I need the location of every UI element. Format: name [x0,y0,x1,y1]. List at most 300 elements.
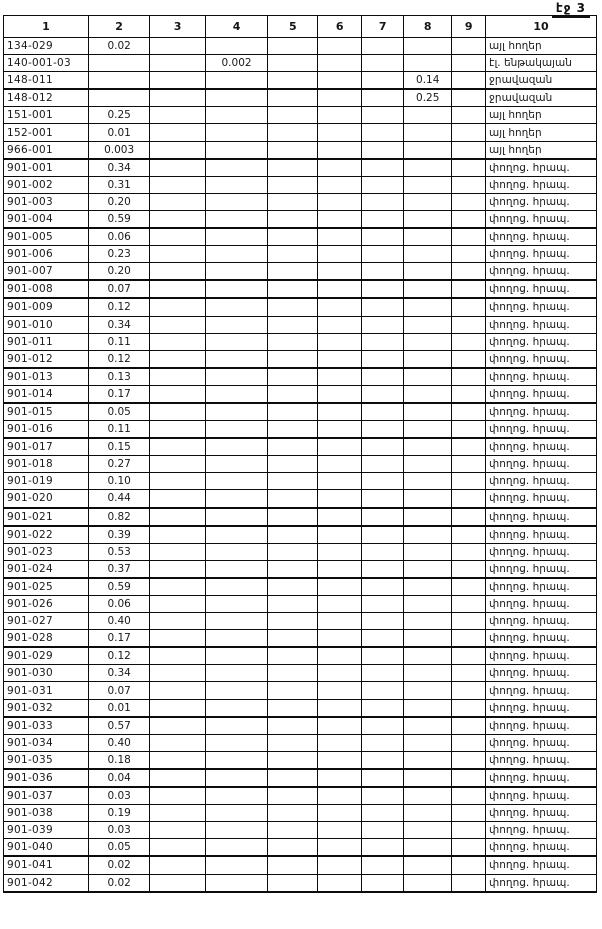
value-cell [404,734,452,751]
value-cell [150,333,205,350]
value-cell [362,176,404,193]
value-cell [205,159,268,177]
value-cell [404,874,452,892]
value-cell [452,856,486,874]
value-cell [404,508,452,526]
land-use-cell: փողոց. հրապ. [486,456,597,473]
parcel-code-cell: 901-036 [4,769,89,787]
land-use-cell: փողոց. հրապ. [486,682,597,699]
value-cell: 0.03 [88,822,150,839]
value-cell [362,124,404,141]
value-cell [362,699,404,717]
value-cell [268,385,318,403]
value-cell [362,38,404,55]
column-header-5: 5 [268,16,318,38]
value-cell [452,699,486,717]
value-cell [268,124,318,141]
land-use-cell: փողոց. հրապ. [486,490,597,508]
land-use-cell: փողոց. հրապ. [486,717,597,735]
parcel-code-cell: 901-021 [4,508,89,526]
value-cell [318,89,362,107]
value-cell [205,805,268,822]
value-cell [362,734,404,751]
value-cell [362,473,404,490]
parcel-code-cell: 901-039 [4,822,89,839]
table-row [4,438,597,456]
value-cell [362,403,404,421]
value-cell [268,228,318,246]
value-cell [362,350,404,368]
value-cell [318,822,362,839]
value-cell [362,333,404,350]
value-cell [362,316,404,333]
value-cell [452,421,486,439]
value-cell [362,560,404,578]
parcel-code-cell: 901-006 [4,246,89,263]
value-cell [318,350,362,368]
land-use-cell: փողոց. հրապ. [486,787,597,805]
value-cell [452,543,486,560]
value-cell [318,333,362,350]
parcel-code-cell: 901-008 [4,280,89,298]
parcel-code-cell: 901-017 [4,438,89,456]
value-cell [268,246,318,263]
value-cell [205,769,268,787]
land-use-cell: փողոց. հրապ. [486,543,597,560]
value-cell: 0.37 [88,560,150,578]
parcel-code-cell: 901-024 [4,560,89,578]
value-cell [150,350,205,368]
value-cell [150,717,205,735]
value-cell [318,159,362,177]
land-use-cell: փողոց. հրապ. [486,298,597,316]
table-row [4,769,597,787]
value-cell [150,124,205,141]
value-cell [404,822,452,839]
value-cell [205,107,268,124]
value-cell [452,316,486,333]
table-row [4,350,597,368]
value-cell [268,403,318,421]
table-row [4,526,597,544]
table-row [4,141,597,159]
value-cell [318,456,362,473]
value-cell [318,751,362,769]
value-cell [150,682,205,699]
parcel-code-cell: 901-009 [4,298,89,316]
value-cell [268,751,318,769]
value-cell [362,280,404,298]
table-row [4,874,597,892]
value-cell [452,456,486,473]
value-cell [205,560,268,578]
land-use-cell: փողոց. հրապ. [486,822,597,839]
table-row [4,38,597,55]
parcel-code-cell: 901-032 [4,699,89,717]
value-cell [404,560,452,578]
value-cell [362,438,404,456]
land-use-cell: փողոց. հրապ. [486,438,597,456]
value-cell [404,456,452,473]
value-cell [150,613,205,630]
value-cell [318,280,362,298]
column-header-7: 7 [362,16,404,38]
value-cell [150,210,205,228]
value-cell [452,508,486,526]
value-cell [150,438,205,456]
table-row [4,421,597,439]
value-cell [150,751,205,769]
value-cell [150,55,205,72]
parcel-code-cell: 901-007 [4,263,89,281]
value-cell [205,596,268,613]
value-cell [268,874,318,892]
table-row [4,316,597,333]
value-cell [205,508,268,526]
value-cell [452,193,486,210]
value-cell [205,682,268,699]
value-cell: 0.003 [88,141,150,159]
value-cell: 0.002 [205,55,268,72]
value-cell [318,874,362,892]
value-cell [150,699,205,717]
value-cell [88,89,150,107]
land-use-cell: փողոց. հրապ. [486,647,597,665]
value-cell [150,316,205,333]
table-row [4,682,597,699]
value-cell [205,578,268,596]
value-cell [205,630,268,648]
table-row [4,647,597,665]
parcel-code-cell: 901-001 [4,159,89,177]
value-cell [404,350,452,368]
value-cell [205,403,268,421]
value-cell [362,805,404,822]
value-cell [150,107,205,124]
land-use-cell: փողոց. հրապ. [486,560,597,578]
value-cell [404,438,452,456]
value-cell [404,665,452,682]
land-use-cell: այլ հողեր [486,141,597,159]
value-cell [452,490,486,508]
value-cell [268,438,318,456]
value-cell [404,769,452,787]
value-cell [452,751,486,769]
value-cell [268,263,318,281]
value-cell [404,526,452,544]
value-cell [318,55,362,72]
land-use-cell: փողոց. հրապ. [486,193,597,210]
value-cell [318,856,362,874]
value-cell [318,368,362,386]
value-cell [318,578,362,596]
value-cell: 0.20 [88,263,150,281]
table-row [4,717,597,735]
table-row [4,298,597,316]
table-row [4,246,597,263]
land-use-cell: փողոց. հրապ. [486,578,597,596]
value-cell [362,682,404,699]
value-cell [205,456,268,473]
value-cell [205,543,268,560]
land-use-cell: փողոց. հրապ. [486,228,597,246]
parcel-code-cell: 901-016 [4,421,89,439]
parcels-table [3,15,597,893]
table-row [4,560,597,578]
land-use-cell: փողոց. հրապ. [486,159,597,177]
parcel-code-cell: 901-002 [4,176,89,193]
value-cell [205,526,268,544]
parcel-code-cell: 148-011 [4,72,89,90]
parcel-code-cell: 901-030 [4,665,89,682]
value-cell [362,822,404,839]
land-use-cell: փողոց. հրապ. [486,769,597,787]
value-cell: 0.18 [88,751,150,769]
land-use-cell: փողոց. հրապ. [486,751,597,769]
value-cell: 0.07 [88,682,150,699]
value-cell [452,280,486,298]
value-cell [452,176,486,193]
value-cell [205,613,268,630]
value-cell [452,159,486,177]
value-cell [268,55,318,72]
value-cell [318,839,362,857]
value-cell [268,280,318,298]
value-cell [150,159,205,177]
value-cell: 0.17 [88,385,150,403]
value-cell: 0.05 [88,403,150,421]
value-cell: 0.11 [88,333,150,350]
value-cell [150,665,205,682]
value-cell [404,856,452,874]
parcel-code-cell: 901-010 [4,316,89,333]
parcel-code-cell: 901-038 [4,805,89,822]
value-cell [404,280,452,298]
value-cell [268,630,318,648]
value-cell [268,699,318,717]
value-cell [205,822,268,839]
value-cell [404,805,452,822]
value-cell: 0.07 [88,280,150,298]
value-cell [404,630,452,648]
value-cell: 0.11 [88,421,150,439]
value-cell [404,141,452,159]
value-cell [205,141,268,159]
land-use-cell: փողոց. հրապ. [486,473,597,490]
value-cell [150,176,205,193]
land-use-cell: փողոց. հրապ. [486,805,597,822]
table-row [4,508,597,526]
value-cell [452,333,486,350]
land-use-cell: այլ հողեր [486,107,597,124]
land-use-cell: փողոց. հրապ. [486,630,597,648]
value-cell [150,246,205,263]
value-cell [150,508,205,526]
value-cell [205,350,268,368]
land-use-cell: փողոց. հրապ. [486,316,597,333]
value-cell [205,89,268,107]
value-cell [268,682,318,699]
table-row [4,176,597,193]
land-use-cell: փողոց. հրապ. [486,874,597,892]
land-use-cell: փողոց. հրապ. [486,665,597,682]
value-cell [318,438,362,456]
land-use-cell: փողոց. հրապ. [486,176,597,193]
value-cell [150,193,205,210]
value-cell [205,751,268,769]
value-cell [362,526,404,544]
value-cell [452,368,486,386]
table-row [4,734,597,751]
value-cell [268,856,318,874]
land-use-cell: ջրավազան [486,72,597,90]
value-cell: 0.06 [88,228,150,246]
value-cell [362,578,404,596]
land-use-cell: փողոց. հրապ. [486,613,597,630]
land-use-cell: փողոց. հրապ. [486,856,597,874]
parcel-code-cell: 901-014 [4,385,89,403]
land-use-cell: փողոց. հրապ. [486,263,597,281]
value-cell [318,543,362,560]
value-cell [452,874,486,892]
value-cell [362,613,404,630]
value-cell [268,193,318,210]
parcel-code-cell: 901-037 [4,787,89,805]
table-row [4,193,597,210]
value-cell [362,72,404,90]
value-cell [404,682,452,699]
value-cell [205,246,268,263]
value-cell [362,210,404,228]
value-cell [205,385,268,403]
value-cell: 0.12 [88,647,150,665]
land-use-cell: փողոց. հրապ. [486,508,597,526]
value-cell [150,769,205,787]
value-cell [404,193,452,210]
value-cell [362,839,404,857]
value-cell [404,473,452,490]
value-cell [404,298,452,316]
land-use-cell: փողոց. հրապ. [486,734,597,751]
value-cell [318,141,362,159]
value-cell [452,647,486,665]
parcel-code-cell: 901-003 [4,193,89,210]
value-cell [318,717,362,735]
value-cell [205,490,268,508]
value-cell [362,596,404,613]
land-use-cell: փողոց. հրապ. [486,210,597,228]
value-cell [318,630,362,648]
parcel-code-cell: 901-027 [4,613,89,630]
table-row [4,403,597,421]
land-use-cell: փողոց. հրապ. [486,596,597,613]
table-row [4,751,597,769]
value-cell [404,385,452,403]
value-cell [268,72,318,90]
value-cell [268,107,318,124]
table-row [4,543,597,560]
parcel-code-cell: 901-025 [4,578,89,596]
value-cell [318,699,362,717]
column-header-2: 2 [88,16,150,38]
value-cell [318,228,362,246]
value-cell: 0.02 [88,38,150,55]
table-row [4,822,597,839]
value-cell [318,647,362,665]
value-cell [318,298,362,316]
value-cell [205,72,268,90]
value-cell [404,159,452,177]
value-cell: 0.13 [88,368,150,386]
value-cell [362,107,404,124]
value-cell [318,490,362,508]
table-row [4,72,597,90]
value-cell: 0.27 [88,456,150,473]
value-cell [362,89,404,107]
parcel-code-cell: 901-023 [4,543,89,560]
value-cell [205,438,268,456]
value-cell [452,630,486,648]
value-cell [452,769,486,787]
value-cell [404,107,452,124]
value-cell [268,596,318,613]
value-cell [404,490,452,508]
table-row [4,280,597,298]
value-cell: 0.02 [88,874,150,892]
value-cell [404,647,452,665]
value-cell [404,316,452,333]
land-use-cell: այլ հողեր [486,38,597,55]
value-cell [205,210,268,228]
value-cell [268,613,318,630]
value-cell [205,699,268,717]
value-cell [404,578,452,596]
value-cell [452,228,486,246]
value-cell [205,717,268,735]
value-cell [452,560,486,578]
value-cell [268,298,318,316]
value-cell [318,734,362,751]
value-cell [362,543,404,560]
value-cell [452,210,486,228]
table-row [4,787,597,805]
value-cell [452,385,486,403]
value-cell [452,298,486,316]
parcel-code-cell: 901-015 [4,403,89,421]
value-cell [318,124,362,141]
value-cell [268,665,318,682]
parcel-code-cell: 901-034 [4,734,89,751]
value-cell: 0.82 [88,508,150,526]
value-cell: 0.59 [88,210,150,228]
parcel-code-cell: 901-026 [4,596,89,613]
value-cell [268,176,318,193]
value-cell [318,665,362,682]
value-cell [362,647,404,665]
value-cell [205,333,268,350]
land-use-cell: փողոց. հրապ. [486,526,597,544]
parcel-code-cell: 134-029 [4,38,89,55]
value-cell: 0.25 [88,107,150,124]
land-use-cell: փողոց. հրապ. [486,333,597,350]
value-cell [362,228,404,246]
parcel-code-cell: 901-042 [4,874,89,892]
value-cell [205,368,268,386]
value-cell: 0.44 [88,490,150,508]
land-use-cell: փողոց. հրապ. [486,368,597,386]
table-row [4,124,597,141]
column-header-9: 9 [452,16,486,38]
